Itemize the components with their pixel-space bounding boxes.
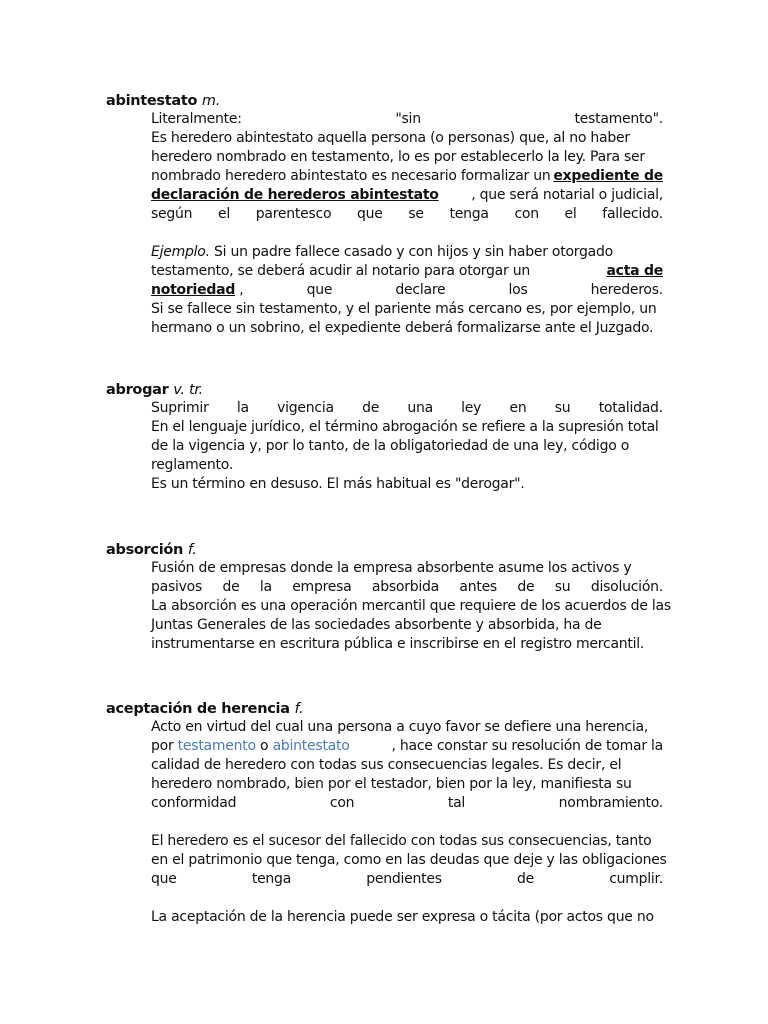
part-of-speech: f. [294, 701, 304, 717]
word: parentesco [255, 206, 332, 222]
definition-line: Si se fallece sin testamento, y el pariente más cercano es, por ejemplo, un [151, 301, 657, 317]
definition-line [151, 399, 663, 418]
word: totalidad. [598, 400, 663, 416]
line-segment [151, 737, 350, 756]
word: Suprimir [151, 400, 209, 416]
word: Literalmente: [151, 111, 242, 127]
word: o [260, 738, 269, 754]
entry-abintestato [106, 92, 662, 338]
definition-line [151, 578, 663, 597]
definition-line: heredero nombrado en testamento, lo es por establecerlo la ley. Para ser [151, 149, 645, 165]
word: declare [395, 282, 446, 298]
definition-line: en el patrimonio que tenga, como en las deudas que deje y las obligaciones [151, 852, 667, 868]
definition-line [151, 167, 663, 186]
word: según [151, 206, 193, 222]
link-acta-de-notoriedad[interactable]: acta de [606, 263, 663, 279]
definition-line [151, 205, 663, 224]
term-word: absorción [106, 542, 184, 558]
word: testamento". [574, 111, 663, 127]
word: herederos. [590, 282, 663, 298]
definition-line [151, 262, 663, 281]
part-of-speech: m. [201, 93, 221, 109]
entry-absorcion [106, 541, 671, 654]
line-text: testamento, se deberá acudir al notario para otorgar un [151, 263, 530, 279]
entry-term [106, 92, 662, 110]
line-text: , hace constar su resolución de tomar la [391, 738, 663, 754]
definition-line: Fusión de empresas donde la empresa absorbente asume los activos y [151, 560, 632, 576]
word: se [408, 206, 424, 222]
definition-line: de la vigencia y, por lo tanto, de la obligatoriedad de una ley, código o [151, 438, 630, 454]
definition-line: hermano o un sobrino, el expediente deberá formalizarse ante el Juzgado. [151, 320, 654, 336]
word: de [222, 579, 240, 595]
word: conformidad [151, 795, 237, 811]
part-of-speech: v. tr. [173, 382, 203, 398]
definition-line [151, 737, 663, 756]
entry-abrogar [106, 381, 662, 494]
word: nombramiento. [558, 795, 663, 811]
definition-line [151, 186, 663, 205]
definition-line [151, 110, 663, 129]
definition-line: El heredero es el sucesor del fallecido con todas sus consecuencias, tanto [151, 833, 652, 849]
word: disolución. [590, 579, 663, 595]
entry-definition [151, 559, 671, 654]
definition-line: Es heredero abintestato aquella persona (o personas) que, al no haber [151, 130, 630, 146]
word: tenga [251, 871, 292, 887]
definition-line: instrumentarse en escritura pública e inscribirse en el registro mercantil. [151, 636, 645, 652]
word: la [236, 400, 249, 416]
word: de [362, 400, 380, 416]
paragraph-gap [151, 813, 663, 832]
word: en [509, 400, 527, 416]
word: que [151, 871, 177, 887]
word: con [514, 206, 539, 222]
entry-term [106, 541, 662, 559]
word: la [259, 579, 272, 595]
word: de [516, 871, 534, 887]
definition-line: Es un término en desuso. El más habitual es "derogar". [151, 476, 525, 492]
line-text: Si un padre fallece casado y con hijos y sin haber otorgado [213, 244, 613, 260]
entry-term [106, 381, 662, 399]
link-acta-de-notoriedad-cont[interactable]: notoriedad [151, 282, 236, 298]
word: el [218, 206, 231, 222]
line-text: nombrado heredero abintestato es necesario formalizar un [151, 168, 551, 184]
definition-line: Acto en virtud del cual una persona a cuyo favor se defiere una herencia, [151, 719, 649, 735]
word: empresa [292, 579, 352, 595]
term-word: aceptación de herencia [106, 701, 290, 717]
link-abintestato[interactable]: abintestato [272, 738, 350, 754]
word: con [329, 795, 355, 811]
term-word: abintestato [106, 93, 198, 109]
entry-aceptacion-de-herencia [106, 700, 667, 927]
definition-line: heredero nombrado, bien por el testador, bien por la ley, manifiesta su [151, 776, 632, 792]
word: absorbida [371, 579, 439, 595]
word: pasivos [151, 579, 203, 595]
word: tenga [449, 206, 489, 222]
paragraph-gap [151, 889, 663, 908]
word: el [564, 206, 577, 222]
definition-line [151, 281, 663, 300]
definition-line [151, 794, 663, 813]
definition-line: reglamento. [151, 457, 234, 473]
entry-term [106, 700, 662, 718]
entry-definition [151, 110, 663, 338]
definition-line [151, 243, 663, 262]
example-label: Ejemplo. [151, 244, 210, 260]
definition-line [151, 870, 663, 889]
definition-line: Juntas Generales de las sociedades absorbente y absorbida, ha de [151, 617, 602, 633]
word: tal [447, 795, 466, 811]
entry-definition [151, 718, 667, 927]
word: vigencia [277, 400, 334, 416]
term-word: abrogar [106, 382, 169, 398]
definition-line: calidad de heredero con todas sus consecuencias legales. Es decir, el [151, 757, 622, 773]
line-text: , que será notarial o judicial, [471, 187, 663, 203]
link-expediente-declaracion-herederos-cont[interactable]: declaración de herederos abintestato [151, 187, 439, 203]
word: antes [459, 579, 497, 595]
entry-definition [151, 399, 663, 494]
word: "sin [395, 111, 421, 127]
word: que [306, 282, 333, 298]
word: que [357, 206, 383, 222]
definition-line: La aceptación de la herencia puede ser expresa o tácita (por actos que no [151, 909, 654, 925]
word: su [554, 400, 571, 416]
word: , [239, 282, 244, 298]
word: cumplir. [609, 871, 663, 887]
part-of-speech: f. [187, 542, 197, 558]
word: de [517, 579, 535, 595]
link-expediente-declaracion-herederos[interactable]: expediente de [553, 168, 663, 184]
word: su [554, 579, 571, 595]
word: una [407, 400, 433, 416]
word: pendientes [366, 871, 442, 887]
word: por [151, 738, 174, 754]
line-segment [151, 281, 244, 300]
paragraph-gap [151, 224, 663, 243]
word: los [508, 282, 528, 298]
definition-line: La absorción es una operación mercantil que requiere de los acuerdos de las [151, 598, 671, 614]
definition-line: En el lenguaje jurídico, el término abrogación se refiere a la supresión total [151, 419, 659, 435]
word: fallecido. [602, 206, 663, 222]
link-testamento[interactable]: testamento [177, 738, 256, 754]
word: ley [461, 400, 482, 416]
